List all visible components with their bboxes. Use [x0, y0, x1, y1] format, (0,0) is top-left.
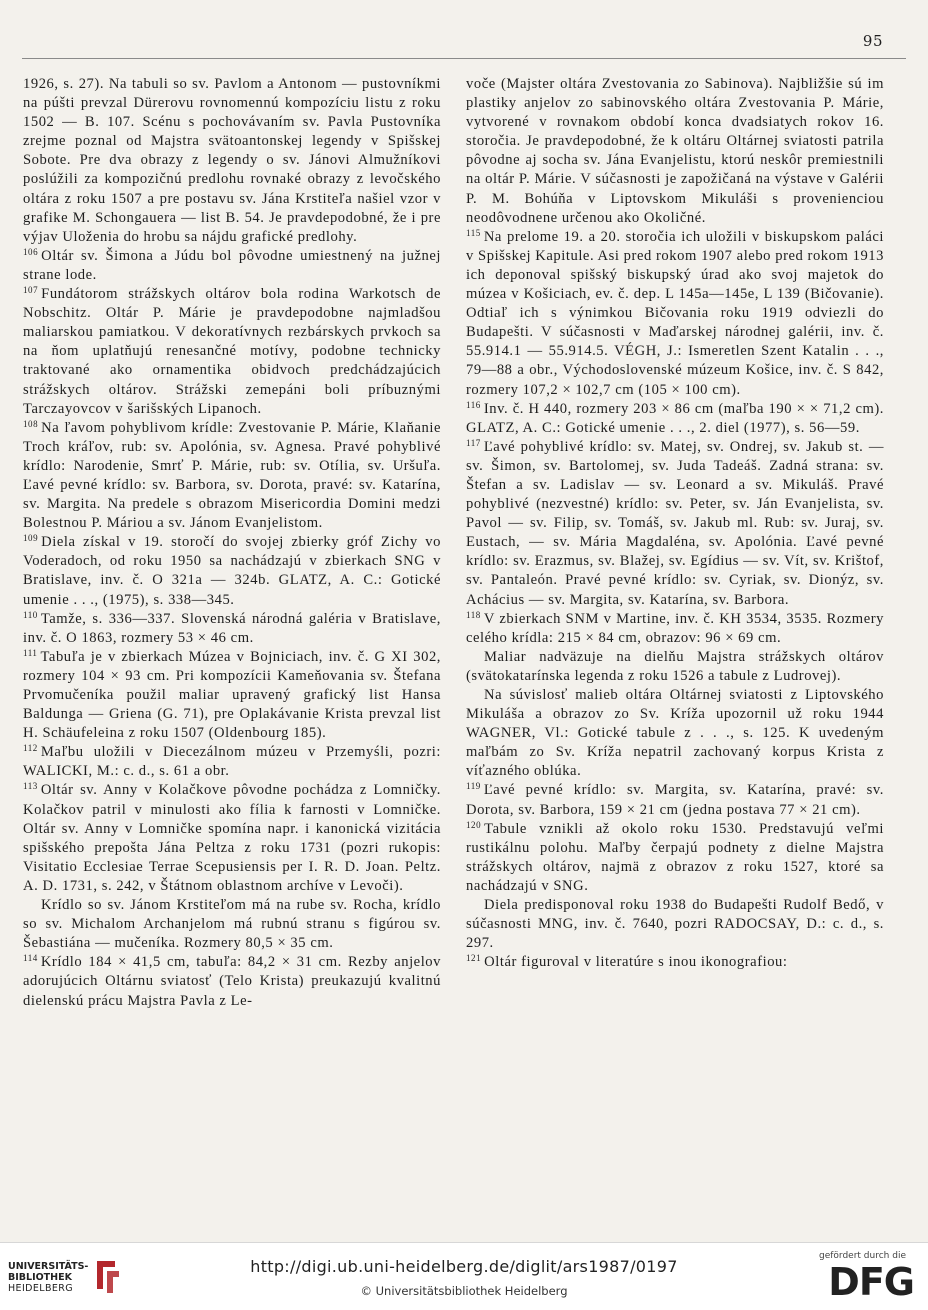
- paragraph-text: Maľbu uložili v Diecezálnom múzeu v Przemyśli, pozri: WALICKI, M.: c. d., s. 61 a obr.: [23, 744, 441, 780]
- paragraph-text: voče (Majster oltára Zvestovania zo Sabinova). Najbližšie sú im plastiky anjelov zo sabinovského oltára Zvestovania P. Márie, vytvorené v rovnakom období konca dvadsiatych rokov 16. storočia. Je pravdepodobné, že k oltáru Oltárnej sviatosti patrila pôvodne aj socha sv. Jána Evanjelistu, ktorú neskôr premiestnili na oltár P. Márie. V súčasnosti je zapožičaná na výstave v Galérii P. M. Bohúňa v Liptovskom Mikuláši s provenienciou neodôvodnene určenou ako Okoličné.: [466, 76, 884, 226]
- footnote-108: [23, 419, 441, 534]
- footnote-number: 106: [23, 246, 39, 257]
- paragraph-text: Tabuľa je v zbierkach Múzea v Bojniciach, inv. č. G XI 302, rozmery 104 × 93 cm. Pri kompozícii Kameňovania sv. Štefana Prvomučeníka použil maliar upravený grafický list Hansa Baldunga — Griena (G. 71), pre Oplakávanie Krista prevzal list H. Schäufeleina z roku 1507 (Oldenbourg 185).: [23, 648, 441, 742]
- paragraph-text: Diela predisponoval roku 1938 do Budapešti Rudolf Bedő, v súčasnosti MNG, inv. č. 7640, pozri RADOCSAY, D.: c. d., s. 297.: [466, 897, 884, 952]
- paragraph-text: Krídlo so sv. Jánom Krstiteľom má na rube sv. Rocha, krídlo so sv. Michalom Archanjelom má rubnú stranu s figúrou sv. Šebastiána — mučeníka. Rozmery 80,5 × 35 cm.: [23, 897, 441, 952]
- page-number: 95: [862, 32, 883, 50]
- footnote-114: [23, 953, 441, 1010]
- footnote-number: 114: [23, 953, 38, 964]
- footnote-number: 121: [466, 953, 482, 964]
- paragraph-text: Tamže, s. 336—337. Slovenská národná galéria v Bratislave, inv. č. O 1863, rozmery 53 × 46 cm.: [23, 610, 441, 646]
- paragraph-text: 1926, s. 27). Na tabuli so sv. Pavlom a Antonom — pustovníkmi na púšti prevzal Dürerovu rovnomennú kompozíciu listu z roku 1502 — B. 107. Scénu s pochovávaním sv. Pavla Pustovníka zrejme poznal od Majstra svätoantonskej legendy v Spišskej Sobote. Pre dva obrazy z legendy o sv. Jánovi Almužníkovi poslúžili za kompozičnú predlohu rovnaké obrazy z levočského oltára z roku 1507 a pre postavu sv. Jána Krstiteľa našiel vzor v grafike M. Schongauera — list B. 54. Je pravdepodobné, že i pre výjav Uloženia do hrobu sa nájdu grafické predlohy.: [23, 76, 441, 245]
- footnote-118: [466, 610, 884, 648]
- paragraph-text: Na ľavom pohyblivom krídle: Zvestovanie P. Márie, Klaňanie Troch kráľov, rub: sv. Apolónia, sv. Agnesa. Pravé pohyblivé krídlo: Narodenie, Smrť P. Márie, rub: sv. Otília, sv. Uršuľa. Ľavé pevné krídlo: sv. Barbora, sv. Dorota, pravé: sv. Katarína, sv. Margita. Na predele s obrazom Misericordia Domini medzi Bolestnou P. Máriou a sv. Jánom Evanjelistom.: [23, 419, 441, 532]
- text-paragraph: [23, 896, 441, 953]
- footnote-number: 113: [23, 781, 38, 792]
- text-paragraph: [466, 648, 884, 686]
- footnote-number: 110: [23, 609, 38, 620]
- paragraph-text: Inv. č. H 440, rozmery 203 × 86 cm (maľba 190 × × 71,2 cm). GLATZ, A. C.: Gotické umenie . . ., 2. diel (1977), s. 56—59.: [466, 400, 884, 436]
- paragraph-text: Ľavé pevné krídlo: sv. Margita, sv. Katarína, pravé: sv. Dorota, sv. Barbora, 159 × 21 cm (jedna postava 77 × 21 cm).: [466, 782, 884, 818]
- header-rule: [22, 58, 906, 59]
- paragraph-text: Fundátorom strážskych oltárov bola rodina Warkotsch de Nobschitz. Oltár P. Márie je pravdepodobne najmladšou maliarskou pamiatkou. V dekoratívnych rezbárskych prvkoch sa na ňom uplatňujú renesančné motívy, podobne technicky traktované ako ornamentika obidvoch predchádzajúcich strážskych oltárov. Strážski zemepáni boli príbuznými Tarczayovcov v šarišských Lipanoch.: [23, 286, 441, 417]
- paragraph-text: Krídlo 184 × 41,5 cm, tabuľa: 84,2 × 31 cm. Rezby anjelov adorujúcich Oltárnu sviatosť (Telo Krista) preukazujú kvalitnú dielenskú prácu Majstra Pavla z Le-: [23, 954, 441, 1009]
- paragraph-text: Maliar nadväzuje na dielňu Majstra strážskych oltárov (svätokatarínska legenda z roku 1526 a tabule z Ludrovej).: [466, 648, 884, 684]
- footnote-112: [23, 743, 441, 781]
- footnote-119: [466, 781, 884, 819]
- footnote-number: 109: [23, 533, 39, 544]
- funder-caption: gefördert durch die: [819, 1251, 906, 1261]
- footnote-number: 111: [23, 647, 38, 658]
- footnote-116: [466, 400, 884, 438]
- paragraph-text: Ľavé pohyblivé krídlo: sv. Matej, sv. Ondrej, sv. Jakub st. — sv. Šimon, sv. Bartolomej, sv. Juda Tadeáš. Zadná strana: sv. Štefan a sv. Ladislav — sv. Leonard a sv. Mikuláš. Pravé pohyblivé (nezvestné) krídlo: sv. Peter, sv. Ján Evanjelista, sv. Pavol — sv. Filip, sv. Tomáš, sv. Jakub ml. Rub: sv. Juraj, sv. Eustach, — sv. Mária Magdaléna, sv. Apolónia. Ľavé pevné krídlo: sv. Erazmus, sv. Blažej, sv. Egídius — sv. Vít, sv. Krištof, sv. Pantaleón. Pravé pevné krídlo: sv. Cyriak, sv. Dionýz, sv. Achácius — sv. Margita, sv. Katarína, sv. Barbora.: [466, 438, 884, 608]
- copyright-notice: © Universitätsbibliothek Heidelberg: [360, 1284, 568, 1298]
- paragraph-text: Diela získal v 19. storočí do svojej zbierky gróf Zichy vo Voderadoch, od roku 1950 sa nachádzajú v zbierkach SNG v Bratislave, inv. č. O 321a — 324b. GLATZ, A. C.: Gotické umenie . . ., (1975), s. 338—345.: [23, 534, 441, 608]
- paragraph-text: V zbierkach SNM v Martine, inv. č. KH 3534, 3535. Rozmery celého krídla: 215 × 84 cm, obrazov: 96 × 69 cm.: [466, 610, 884, 646]
- footnote-number: 108: [23, 418, 39, 429]
- left-text-column: [23, 75, 441, 1011]
- paragraph-text: Na súvislosť malieb oltára Oltárnej sviatosti z Liptovského Mikuláša a obrazov zo Sv. Kríža upozornil už roku 1944 WAGNER, Vl.: Gotické tabule z . . ., s. 125. K uvedeným maľbám zo Sv. Kríža nepatril zachovaný korpus Krista z víťazného oblúka.: [466, 687, 884, 780]
- footnote-113: [23, 781, 441, 896]
- footnote-number: 118: [466, 609, 481, 620]
- paragraph-text: Oltár sv. Šimona a Júdu bol pôvodne umiestnený na južnej strane lode.: [23, 247, 441, 283]
- paragraph-text: Na prelome 19. a 20. storočia ich uložili v biskupskom paláci v Spišskej Kapitule. Asi pred rokom 1907 alebo pred rokom 1913 ich deponoval spišský biskupský úrad ako svoj majetok do múzea v Košiciach, ev. č. dep. L 145a—145e, L 139 (Bičovanie). Odtiaľ ich s výnimkou Bičovania roku 1919 odviezli do Budapešti. V súčasnosti v Maďarskej národnej galérii, inv. č. 55.914.1 — 55.914.5. VÉGH, J.: Ismeretlen Szent Katalin . . ., 79—88 a obr., Východoslovenské múzeum Košice, inv. č. S 842, rozmery 107,2 × 102,7 cm (105 × 100 cm).: [466, 228, 884, 398]
- footnote-115: [466, 228, 884, 400]
- library-name-line-2: BIBLIOTHEK: [8, 1272, 72, 1283]
- footnote-number: 117: [466, 437, 481, 448]
- footnote-number: 112: [23, 743, 38, 754]
- dfg-logo[interactable]: DFG: [828, 1260, 914, 1304]
- footnote-106: [23, 247, 441, 285]
- footnote-number: 116: [466, 399, 481, 410]
- text-paragraph: [466, 896, 884, 953]
- viewer-footer: [0, 1242, 928, 1310]
- footnote-109: [23, 533, 441, 609]
- permalink[interactable]: http://digi.ub.uni-heidelberg.de/diglit/ars1987/0197: [250, 1257, 678, 1276]
- library-name-line-1: UNIVERSITÄTS-: [8, 1261, 89, 1272]
- footnote-120: [466, 820, 884, 896]
- library-name-line-3: HEIDELBERG: [8, 1283, 74, 1294]
- footnote-111: [23, 648, 441, 743]
- footnote-number: 115: [466, 227, 481, 238]
- footnote-number: 119: [466, 781, 481, 792]
- text-paragraph: [466, 686, 884, 781]
- footnote-117: [466, 438, 884, 610]
- paragraph-text: Tabule vznikli až okolo roku 1530. Predstavujú veľmi rustikálnu polohu. Maľby čerpajú podnety z dielne Majstra strážskych oltárov, najmä z obrazov z roku 1527, ktoré sa nachádzajú v SNG.: [466, 820, 884, 894]
- footnote-110: [23, 610, 441, 648]
- paragraph-text: Oltár figuroval v literatúre s inou ikonografiou:: [484, 954, 788, 971]
- footnote-number: 107: [23, 285, 39, 296]
- right-text-column: [466, 75, 884, 972]
- paragraph-text: Oltár sv. Anny v Kolačkove pôvodne pochádza z Lomničky. Kolačkov patril v minulosti ako fília k farnosti v Lomničke. Oltár sv. Anny v Lomničke spomína napr. i kanonická vizitácia spišského prepošta Jána Peltza z roku 1731 (pozri rukopis: Visitatio Ecclesiae Terrae Scepusiensis per I. R. D. Joan. Peltz. A. D. 1731, s. 242, v Štátnom oblastnom archíve v Levoči).: [23, 782, 441, 894]
- footnote-107: [23, 285, 441, 419]
- text-paragraph: [23, 75, 441, 247]
- footnote-number: 120: [466, 819, 482, 830]
- text-paragraph: [466, 75, 884, 228]
- footnote-121: [466, 953, 884, 972]
